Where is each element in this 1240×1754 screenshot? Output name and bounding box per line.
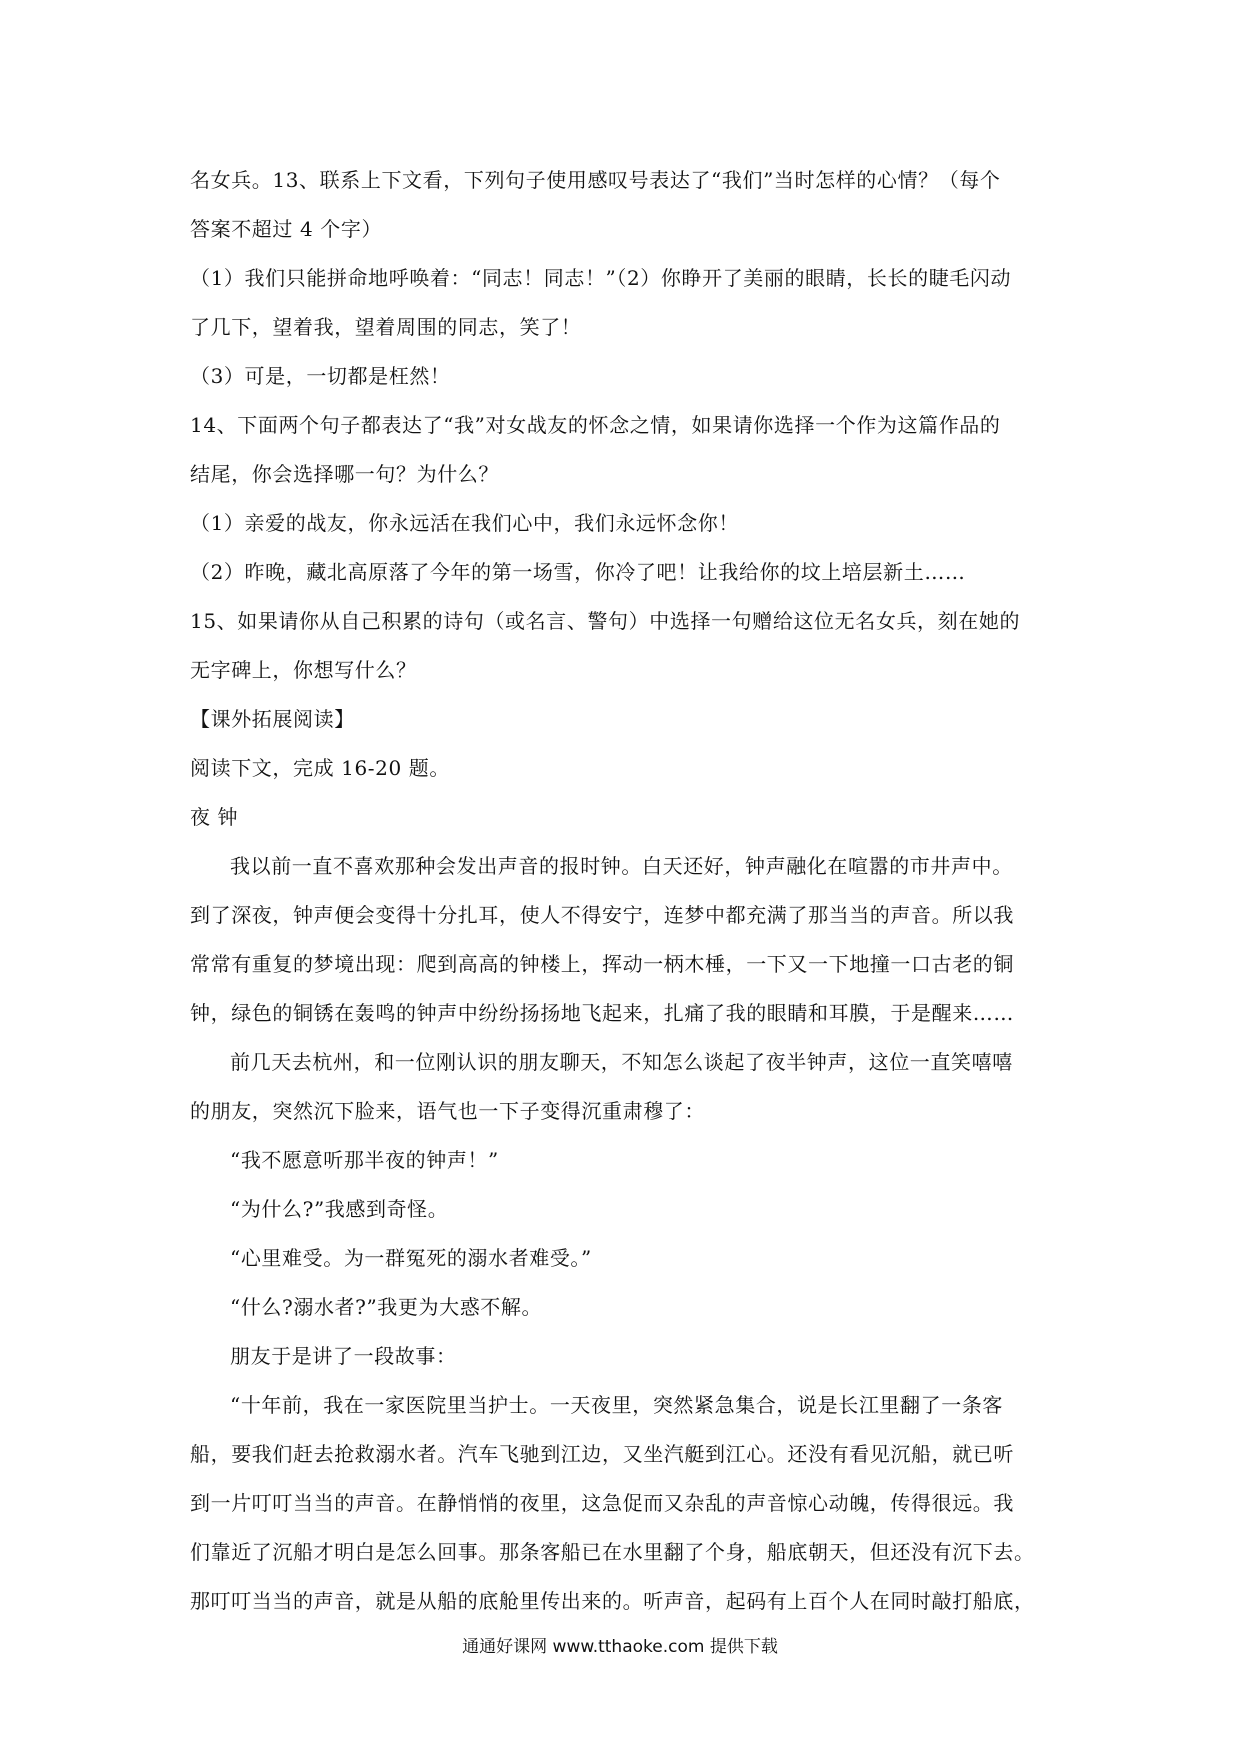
article-title: 夜 钟 xyxy=(190,805,239,829)
paragraph-line: 船，要我们赶去抢救溺水者。汽车飞驰到江边，又坐汽艇到江心。还没有看见沉船，就已听 xyxy=(190,1442,1014,1466)
paragraph-line: 们靠近了沉船才明白是怎么回事。那条客船已在水里翻了个身，船底朝天，但还没有沉下去。 xyxy=(190,1540,1035,1564)
page-footer: 通通好课网 www.tthaoke.com 提供下载 xyxy=(462,1637,778,1657)
question-15: 15、如果请你从自己积累的诗句（或名言、警句）中选择一句赠给这位无名女兵，刻在她的 xyxy=(190,609,1021,633)
paragraph-line: 到一片叮叮当当的声音。在静悄悄的夜里，这急促而又杂乱的声音惊心动魄，传得很远。我 xyxy=(190,1491,1014,1515)
document-body xyxy=(190,156,1060,1626)
section-heading: 【课外拓展阅读】 xyxy=(190,707,355,731)
dialogue-line: “什么?溺水者?”我更为大惑不解。 xyxy=(230,1295,543,1319)
dialogue-line: “我不愿意听那半夜的钟声！” xyxy=(230,1148,499,1172)
text-line: 结尾，你会选择哪一句？为什么？ xyxy=(190,462,499,486)
paragraph-line: “十年前，我在一家医院里当护士。一天夜里，突然紧急集合，说是长江里翻了一条客 xyxy=(230,1393,1004,1417)
text-line: （3）可是，一切都是枉然！ xyxy=(190,364,451,388)
reading-instruction: 阅读下文，完成 16-20 题。 xyxy=(190,756,450,780)
paragraph-line: 朋友于是讲了一段故事： xyxy=(230,1344,457,1368)
text-line: 了几下，望着我，望着周围的同志，笑了！ xyxy=(190,315,582,339)
text-line: 答案不超过 4 个字） xyxy=(190,217,383,241)
paragraph-line: 钟，绿色的铜锈在轰鸣的钟声中纷纷扬扬地飞起来，扎痛了我的眼睛和耳膜，于是醒来…… xyxy=(190,1001,1014,1025)
paragraph-line: 前几天去杭州，和一位刚认识的朋友聊天，不知怎么谈起了夜半钟声，这位一直笑嘻嘻 xyxy=(230,1050,1013,1074)
text-line: （1）我们只能拼命地呼唤着：“同志！同志！”（2）你睁开了美丽的眼睛，长长的睫毛闪动 xyxy=(190,266,1012,290)
dialogue-line: “心里难受。为一群冤死的溺水者难受。” xyxy=(230,1246,592,1270)
paragraph-line: 我以前一直不喜欢那种会发出声音的报时钟。白天还好，钟声融化在喧嚣的市井声中。 xyxy=(230,854,1013,878)
paragraph-line: 到了深夜，钟声便会变得十分扎耳，使人不得安宁，连梦中都充满了那当当的声音。所以我 xyxy=(190,903,1014,927)
dialogue-line: “为什么?”我感到奇怪。 xyxy=(230,1197,449,1221)
paragraph-line: 那叮叮当当的声音，就是从船的底舱里传出来的。听声音，起码有上百个人在同时敲打船底， xyxy=(190,1589,1035,1613)
text-line: 无字碑上，你想写什么？ xyxy=(190,658,417,682)
text-line: 名女兵。13、联系上下文看，下列句子使用感叹号表达了“我们”当时怎样的心情？（每个 xyxy=(190,168,1001,192)
paragraph-line: 常常有重复的梦境出现：爬到高高的钟楼上，挥动一柄木棰，一下又一下地撞一口古老的铜 xyxy=(190,952,1014,976)
text-line: （2）昨晚，藏北高原落了今年的第一场雪，你冷了吧！让我给你的坟上培层新土…… xyxy=(190,560,966,584)
question-14: 14、下面两个句子都表达了“我”对女战友的怀念之情，如果请你选择一个作为这篇作品的 xyxy=(190,413,1001,437)
text-line: （1）亲爱的战友，你永远活在我们心中，我们永远怀念你！ xyxy=(190,511,739,535)
paragraph-line: 的朋友，突然沉下脸来，语气也一下子变得沉重肃穆了： xyxy=(190,1099,705,1123)
